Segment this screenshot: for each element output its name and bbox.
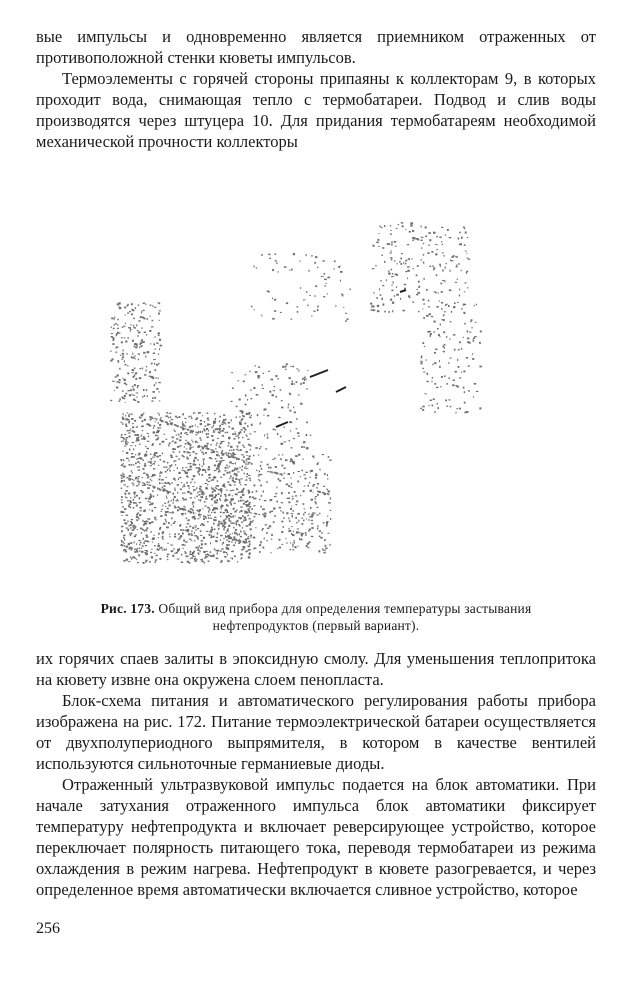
paragraph: Отраженный ультразвуковой импульс подается на блок автоматики. При начале затухания отраженного импульса блок автоматики фиксирует температуру нефтепродукта и включает реверсирующее устройство, которое переключает полярность питающего тока, переводя термобатареи из режима охлаждения в режим нагрева. Нефтепродукт в кювете разогревается, и через определенное время автоматически включается сливное устройство, которое (36, 775, 596, 899)
paragraph: Термоэлементы с горячей стороны припаяны к коллекторам 9, в которых проходит вода, снимающая тепло с термобатареи. Подвод и слив воды производятся через штуцера 10. Для придания термобатареям необходимой механической прочности коллекторы (36, 69, 596, 151)
text-block-top (36, 26, 596, 152)
page-body (36, 26, 596, 900)
page-number: 256 (36, 920, 60, 937)
figure-caption (66, 600, 566, 634)
caption-label: Рис. 173. (100, 601, 155, 616)
caption-text: Общий вид прибора для определения температуры застывания нефтепродуктов (первый вариант). (158, 601, 532, 633)
device-photo-image (100, 182, 530, 582)
figure-photo (36, 168, 596, 588)
paragraph: их горячих спаев залиты в эпоксидную смолу. Для уменьшения теплопритока на кювету извне она окружена слоем пенопласта. (36, 649, 596, 689)
paragraph: Блок-схема питания и автоматического регулирования работы прибора изображена на рис. 172. Питание термоэлектрической батареи осуществляется от двухполупериодного выпрямителя, в котором в качестве вентилей используются сильноточные германиевые диоды. (36, 691, 596, 773)
paragraph: вые импульсы и одновременно является приемником отраженных от противоположной стенки кюветы импульсов. (36, 27, 596, 67)
text-block-bottom (36, 648, 596, 900)
